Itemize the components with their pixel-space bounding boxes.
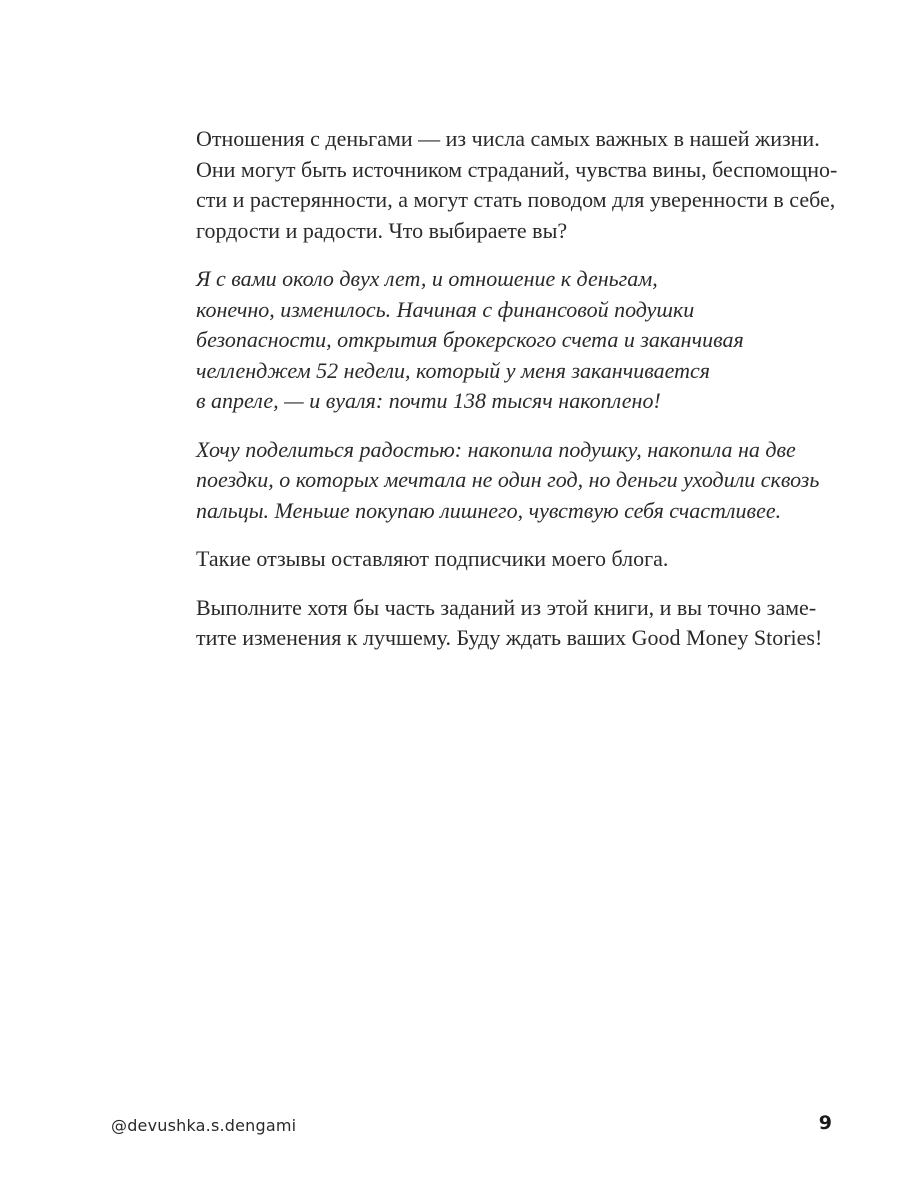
testimonials-note-paragraph bbox=[196, 544, 836, 575]
quote-line: челленджем 52 недели, который у меня заканчивается bbox=[196, 357, 710, 383]
quote-line: пальцы. Меньше покупаю лишнего, чувствую себя счастливее. bbox=[196, 497, 782, 523]
quote-line: поездки, о которых мечтала не один год, но деньги уходили сквозь bbox=[196, 467, 820, 492]
testimonial-quote-1 bbox=[196, 264, 836, 417]
quote-line: в апреле, — и вуаля: почти 138 тысяч накоплено! bbox=[196, 388, 661, 413]
paragraph-line: Отношения с деньгами — из числа самых важных в нашей жизни. bbox=[196, 126, 820, 151]
page-body-text bbox=[196, 124, 836, 672]
intro-paragraph bbox=[196, 124, 836, 246]
page-number: 9 bbox=[818, 1112, 832, 1134]
paragraph-line: Выполните хотя бы часть заданий из этой книги, и вы точно заме- bbox=[196, 594, 817, 620]
footer-author-handle: @devushka.s.dengami bbox=[111, 1116, 297, 1135]
paragraph-line: гордости и радости. Что выбираете вы? bbox=[196, 217, 568, 243]
quote-line: Я с вами около двух лет, и отношение к деньгам, bbox=[196, 266, 658, 291]
paragraph-line: Такие отзывы оставляют подписчики моего блога. bbox=[196, 546, 669, 571]
closing-paragraph bbox=[196, 593, 836, 654]
quote-line: безопасности, открытия брокерского счета и заканчивая bbox=[196, 327, 744, 352]
quote-line: Хочу поделиться радостью: накопила подушку, накопила на две bbox=[196, 436, 796, 462]
paragraph-line: Они могут быть источником страданий, чувства вины, беспомощно- bbox=[196, 156, 838, 182]
quote-line: конечно, изменилось. Начиная с финансовой подушки bbox=[196, 296, 695, 322]
paragraph-line: тите изменения к лучшему. Буду ждать ваших Good Money Stories! bbox=[196, 625, 823, 650]
paragraph-line: сти и растерянности, а могут стать поводом для уверенности в себе, bbox=[196, 187, 836, 212]
testimonial-quote-2 bbox=[196, 435, 836, 527]
